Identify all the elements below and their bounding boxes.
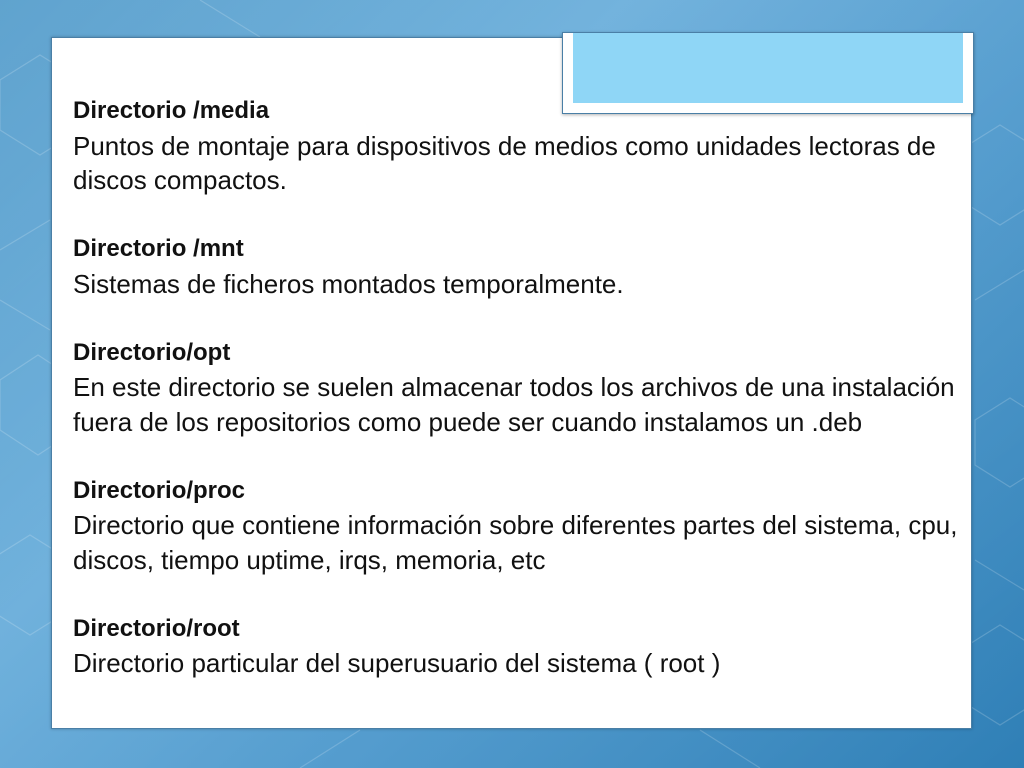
section-heading: Directorio/proc: [73, 476, 246, 504]
section-root: [73, 612, 963, 681]
section-mnt: [73, 232, 963, 301]
title-accent-bar: [573, 33, 963, 103]
section-heading: Directorio /media: [73, 97, 270, 124]
section-heading: Directorio/root: [73, 614, 240, 642]
section-opt: [73, 336, 963, 440]
section-heading: Directorio /mnt: [73, 235, 244, 262]
section-heading: Directorio/opt: [73, 338, 231, 366]
section-proc: [73, 474, 963, 578]
section-description: Directorio que contiene información sobre diferentes partes del sistema, cpu, discos, tiempo uptime, irqs, memoria, etc: [73, 510, 958, 575]
section-media: [73, 94, 963, 198]
section-description: En este directorio se suelen almacenar todos los archivos de una instalación fuera de los repositorios como puede ser cuando instalamos un .deb: [73, 372, 955, 437]
section-description: Directorio particular del superusuario del sistema ( root ): [73, 648, 721, 678]
slide-body: [73, 94, 963, 681]
section-description: Puntos de montaje para dispositivos de medios como unidades lectoras de discos compactos.: [73, 130, 936, 195]
section-description: Sistemas de ficheros montados temporalmente.: [73, 268, 624, 299]
